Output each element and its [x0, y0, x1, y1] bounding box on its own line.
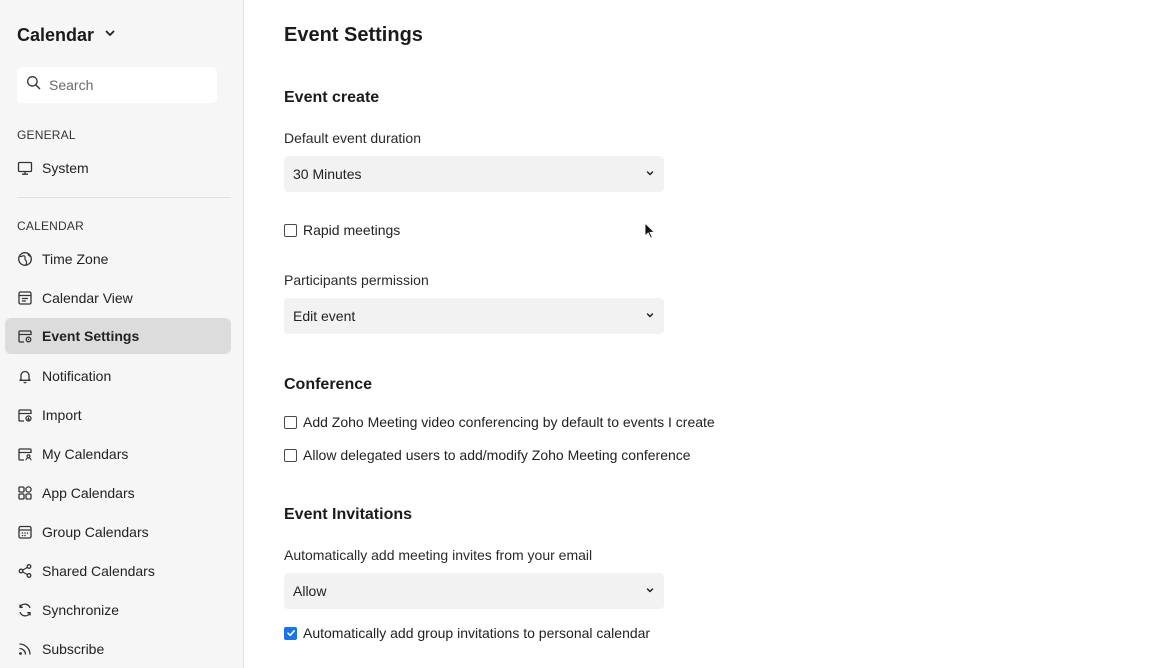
sidebar-item-label: Notification — [42, 368, 112, 384]
bell-icon — [17, 368, 33, 384]
conference-option-default — [284, 412, 715, 432]
conference-option-delegated — [284, 445, 691, 465]
search-icon — [26, 75, 41, 95]
zoho-meeting-default-checkbox[interactable] — [284, 416, 297, 429]
sidebar-item-label: Group Calendars — [42, 524, 149, 540]
share-icon — [17, 563, 33, 579]
sidebar-item-time-zone[interactable] — [5, 241, 231, 277]
event-settings-icon — [17, 328, 33, 344]
delegated-users-label: Allow delegated users to add/modify Zoho Meeting conference — [303, 447, 691, 463]
app-title: Calendar — [17, 24, 95, 45]
page-title: Event Settings — [284, 24, 423, 46]
sidebar-item-label: My Calendars — [42, 446, 129, 462]
rapid-meetings-option — [284, 220, 400, 240]
sidebar-item-label: App Calendars — [42, 485, 135, 501]
sidebar — [0, 0, 244, 668]
sidebar-item-import[interactable] — [5, 397, 231, 433]
sidebar-item-subscribe[interactable] — [5, 631, 231, 667]
chevron-down-icon — [104, 26, 116, 44]
sidebar-item-label: Calendar View — [42, 290, 133, 306]
sidebar-item-label: Subscribe — [42, 641, 105, 657]
sidebar-item-event-settings[interactable] — [5, 318, 231, 354]
sidebar-item-label: Time Zone — [42, 251, 109, 267]
chevron-down-icon — [645, 307, 655, 325]
rapid-meetings-label: Rapid meetings — [303, 222, 401, 238]
my-calendars-icon — [17, 446, 33, 462]
sidebar-item-label: Event Settings — [42, 328, 140, 344]
event-create-heading: Event create — [284, 89, 380, 106]
group-invitations-option — [284, 623, 650, 643]
calendar-app-switcher[interactable] — [17, 22, 116, 48]
sidebar-item-my-calendars[interactable] — [5, 436, 231, 472]
sidebar-item-group-calendars[interactable] — [5, 514, 231, 550]
monitor-icon — [17, 160, 33, 176]
search-input[interactable] — [49, 77, 209, 93]
mouse-cursor-icon — [644, 222, 656, 240]
general-section-label: GENERAL — [17, 128, 76, 142]
sync-icon — [17, 602, 33, 618]
check-icon — [286, 628, 296, 638]
default-duration-label: Default event duration — [284, 130, 421, 146]
rapid-meetings-checkbox[interactable] — [284, 224, 297, 237]
globe-icon — [17, 251, 33, 267]
participants-permission-value: Edit event — [293, 308, 356, 324]
apps-grid-icon — [17, 485, 33, 501]
group-invitations-checkbox[interactable] — [284, 627, 297, 640]
sidebar-item-label: Synchronize — [42, 602, 120, 618]
rss-icon — [17, 641, 33, 657]
sidebar-item-shared-calendars[interactable] — [5, 553, 231, 589]
delegated-users-checkbox[interactable] — [284, 449, 297, 462]
auto-add-invites-select[interactable] — [284, 573, 664, 609]
auto-add-invites-value: Allow — [293, 583, 327, 599]
sidebar-item-label: System — [42, 160, 89, 176]
participants-permission-label: Participants permission — [284, 272, 429, 288]
sidebar-item-calendar-view[interactable] — [5, 280, 231, 316]
sidebar-item-label: Shared Calendars — [42, 563, 155, 579]
sidebar-divider — [17, 197, 231, 198]
sidebar-item-notification[interactable] — [5, 358, 231, 394]
main-content — [244, 0, 1174, 668]
zoho-meeting-default-label: Add Zoho Meeting video conferencing by default to events I create — [303, 414, 715, 430]
group-calendar-icon — [17, 524, 33, 540]
calendar-view-icon — [17, 290, 33, 306]
group-invitations-label: Automatically add group invitations to personal calendar — [303, 625, 651, 641]
sidebar-item-synchronize[interactable] — [5, 592, 231, 628]
event-invitations-heading: Event Invitations — [284, 506, 413, 523]
participants-permission-select[interactable] — [284, 298, 664, 334]
sidebar-item-label: Import — [42, 407, 82, 423]
conference-heading: Conference — [284, 376, 373, 393]
search-box[interactable] — [17, 67, 217, 103]
default-duration-value: 30 Minutes — [293, 166, 362, 182]
auto-add-invites-label: Automatically add meeting invites from your email — [284, 547, 593, 563]
chevron-down-icon — [645, 582, 655, 600]
default-duration-select[interactable] — [284, 156, 664, 192]
chevron-down-icon — [645, 165, 655, 183]
sidebar-item-app-calendars[interactable] — [5, 475, 231, 511]
sidebar-item-system[interactable] — [5, 150, 231, 186]
import-icon — [17, 407, 33, 423]
calendar-section-label: CALENDAR — [17, 219, 84, 233]
